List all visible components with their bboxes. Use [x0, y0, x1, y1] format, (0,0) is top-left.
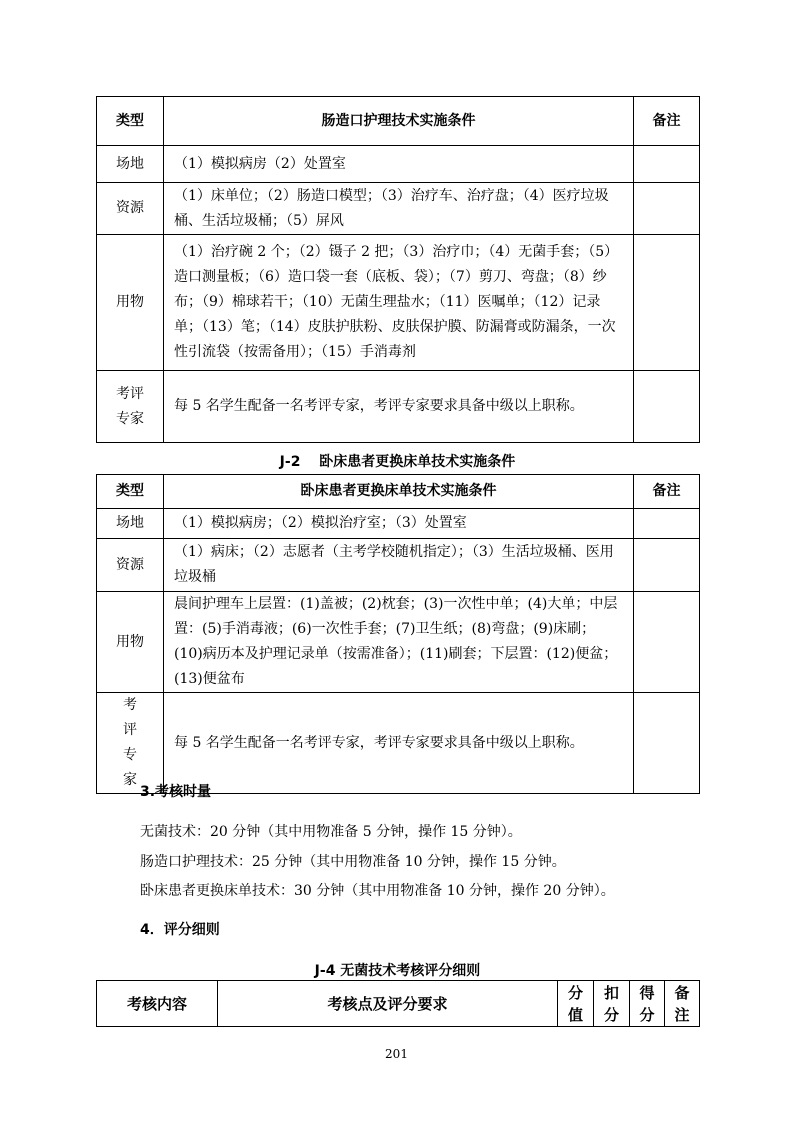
table-row	[97, 371, 700, 443]
row-content: （1）模拟病房（2）处置室	[164, 146, 634, 183]
table-row	[97, 592, 700, 693]
row-content: （1）治疗碗 2 个；（2）镊子 2 把；（3）治疗巾；（4）无菌手套；（5）造口测量板；（6）造口袋一套（底板、袋）；（7）剪刀、弯盘；（8）纱布；（9）棉球若干；（10）无菌生理盐水；（11）医嘱单；（12）记录单；（13）笔；（14）皮肤护肤粉、皮肤保护膜、防漏膏或防漏条，一次性引流袋（按需备用）；（15）手消毒剂	[164, 235, 634, 371]
table-row	[97, 146, 700, 183]
header-score-earned: 得分	[630, 981, 665, 1027]
table-scoring-details	[96, 980, 700, 1027]
row-note	[634, 146, 700, 183]
header-score-value: 分值	[558, 981, 594, 1027]
table-row	[97, 509, 700, 539]
table-bed-change-conditions	[96, 474, 700, 794]
table-row	[97, 235, 700, 371]
row-type: 用物	[97, 592, 164, 693]
row-content: （1）模拟病房；（2）模拟治疗室；（3）处置室	[164, 509, 634, 539]
table-row	[97, 183, 700, 235]
paragraph-line: 无菌技术：20 分钟（其中用物准备 5 分钟，操作 15 分钟）。	[140, 824, 522, 840]
row-note	[634, 693, 700, 794]
header-conditions: 肠造口护理技术实施条件	[164, 97, 634, 146]
row-note	[634, 592, 700, 693]
row-type: 考评专家	[97, 371, 164, 443]
row-note	[634, 183, 700, 235]
page-number: 201	[385, 1047, 408, 1061]
row-note	[634, 539, 700, 592]
section-heading-exam-time: 3.考核时量	[140, 784, 212, 800]
row-content: 每 5 名学生配备一名考评专家，考评专家要求具备中级以上职称。	[164, 371, 634, 443]
row-content: （1）床单位；（2）肠造口模型；（3）治疗车、治疗盘；（4）医疗垃圾桶、生活垃圾桶；（5）屏风	[164, 183, 634, 235]
table-row	[97, 693, 700, 794]
row-type: 考评专家	[97, 693, 164, 794]
row-note	[634, 509, 700, 539]
paragraph-line: 肠造口护理技术：25 分钟（其中用物准备 10 分钟，操作 15 分钟。	[140, 854, 566, 870]
row-content: （1）病床；（2）志愿者（主考学校随机指定）；（3）生活垃圾桶、医用垃圾桶	[164, 539, 634, 592]
row-type: 资源	[97, 183, 164, 235]
header-exam-points: 考核点及评分要求	[218, 981, 558, 1027]
header-exam-content: 考核内容	[97, 981, 218, 1027]
table-row	[97, 539, 700, 592]
header-remarks: 备注	[665, 981, 700, 1027]
header-type: 类型	[97, 475, 164, 509]
header-deduction: 扣分	[594, 981, 630, 1027]
table-title: J-2 卧床患者更换床单技术实施条件	[279, 454, 516, 470]
row-content: 晨间护理车上层置：(1)盖被；(2)枕套；(3)一次性中单；(4)大单；中层置：(5)手消毒液；(6)一次性手套；(7)卫生纸；(8)弯盘；(9)床刷；(10)病历本及护理记录单（按需准备）；(11)刷套；下层置：(12)便盆；(13)便盆布	[164, 592, 634, 693]
header-type: 类型	[97, 97, 164, 146]
row-type: 用物	[97, 235, 164, 371]
paragraph-line: 卧床患者更换床单技术：30 分钟（其中用物准备 10 分钟，操作 20 分钟）。	[140, 883, 615, 899]
table-header-row	[97, 475, 700, 509]
table-stoma-care-conditions	[96, 96, 700, 443]
row-type: 场地	[97, 509, 164, 539]
table-header-row	[97, 981, 700, 1027]
row-note	[634, 371, 700, 443]
header-note: 备注	[634, 475, 700, 509]
row-type: 场地	[97, 146, 164, 183]
table-header-row	[97, 97, 700, 146]
row-note	[634, 235, 700, 371]
section-heading-scoring: 4．评分细则	[140, 922, 220, 938]
table-title: J-4 无菌技术考核评分细则	[314, 963, 481, 979]
header-note: 备注	[634, 97, 700, 146]
row-type: 资源	[97, 539, 164, 592]
row-content: 每 5 名学生配备一名考评专家，考评专家要求具备中级以上职称。	[164, 693, 634, 794]
header-conditions: 卧床患者更换床单技术实施条件	[164, 475, 634, 509]
